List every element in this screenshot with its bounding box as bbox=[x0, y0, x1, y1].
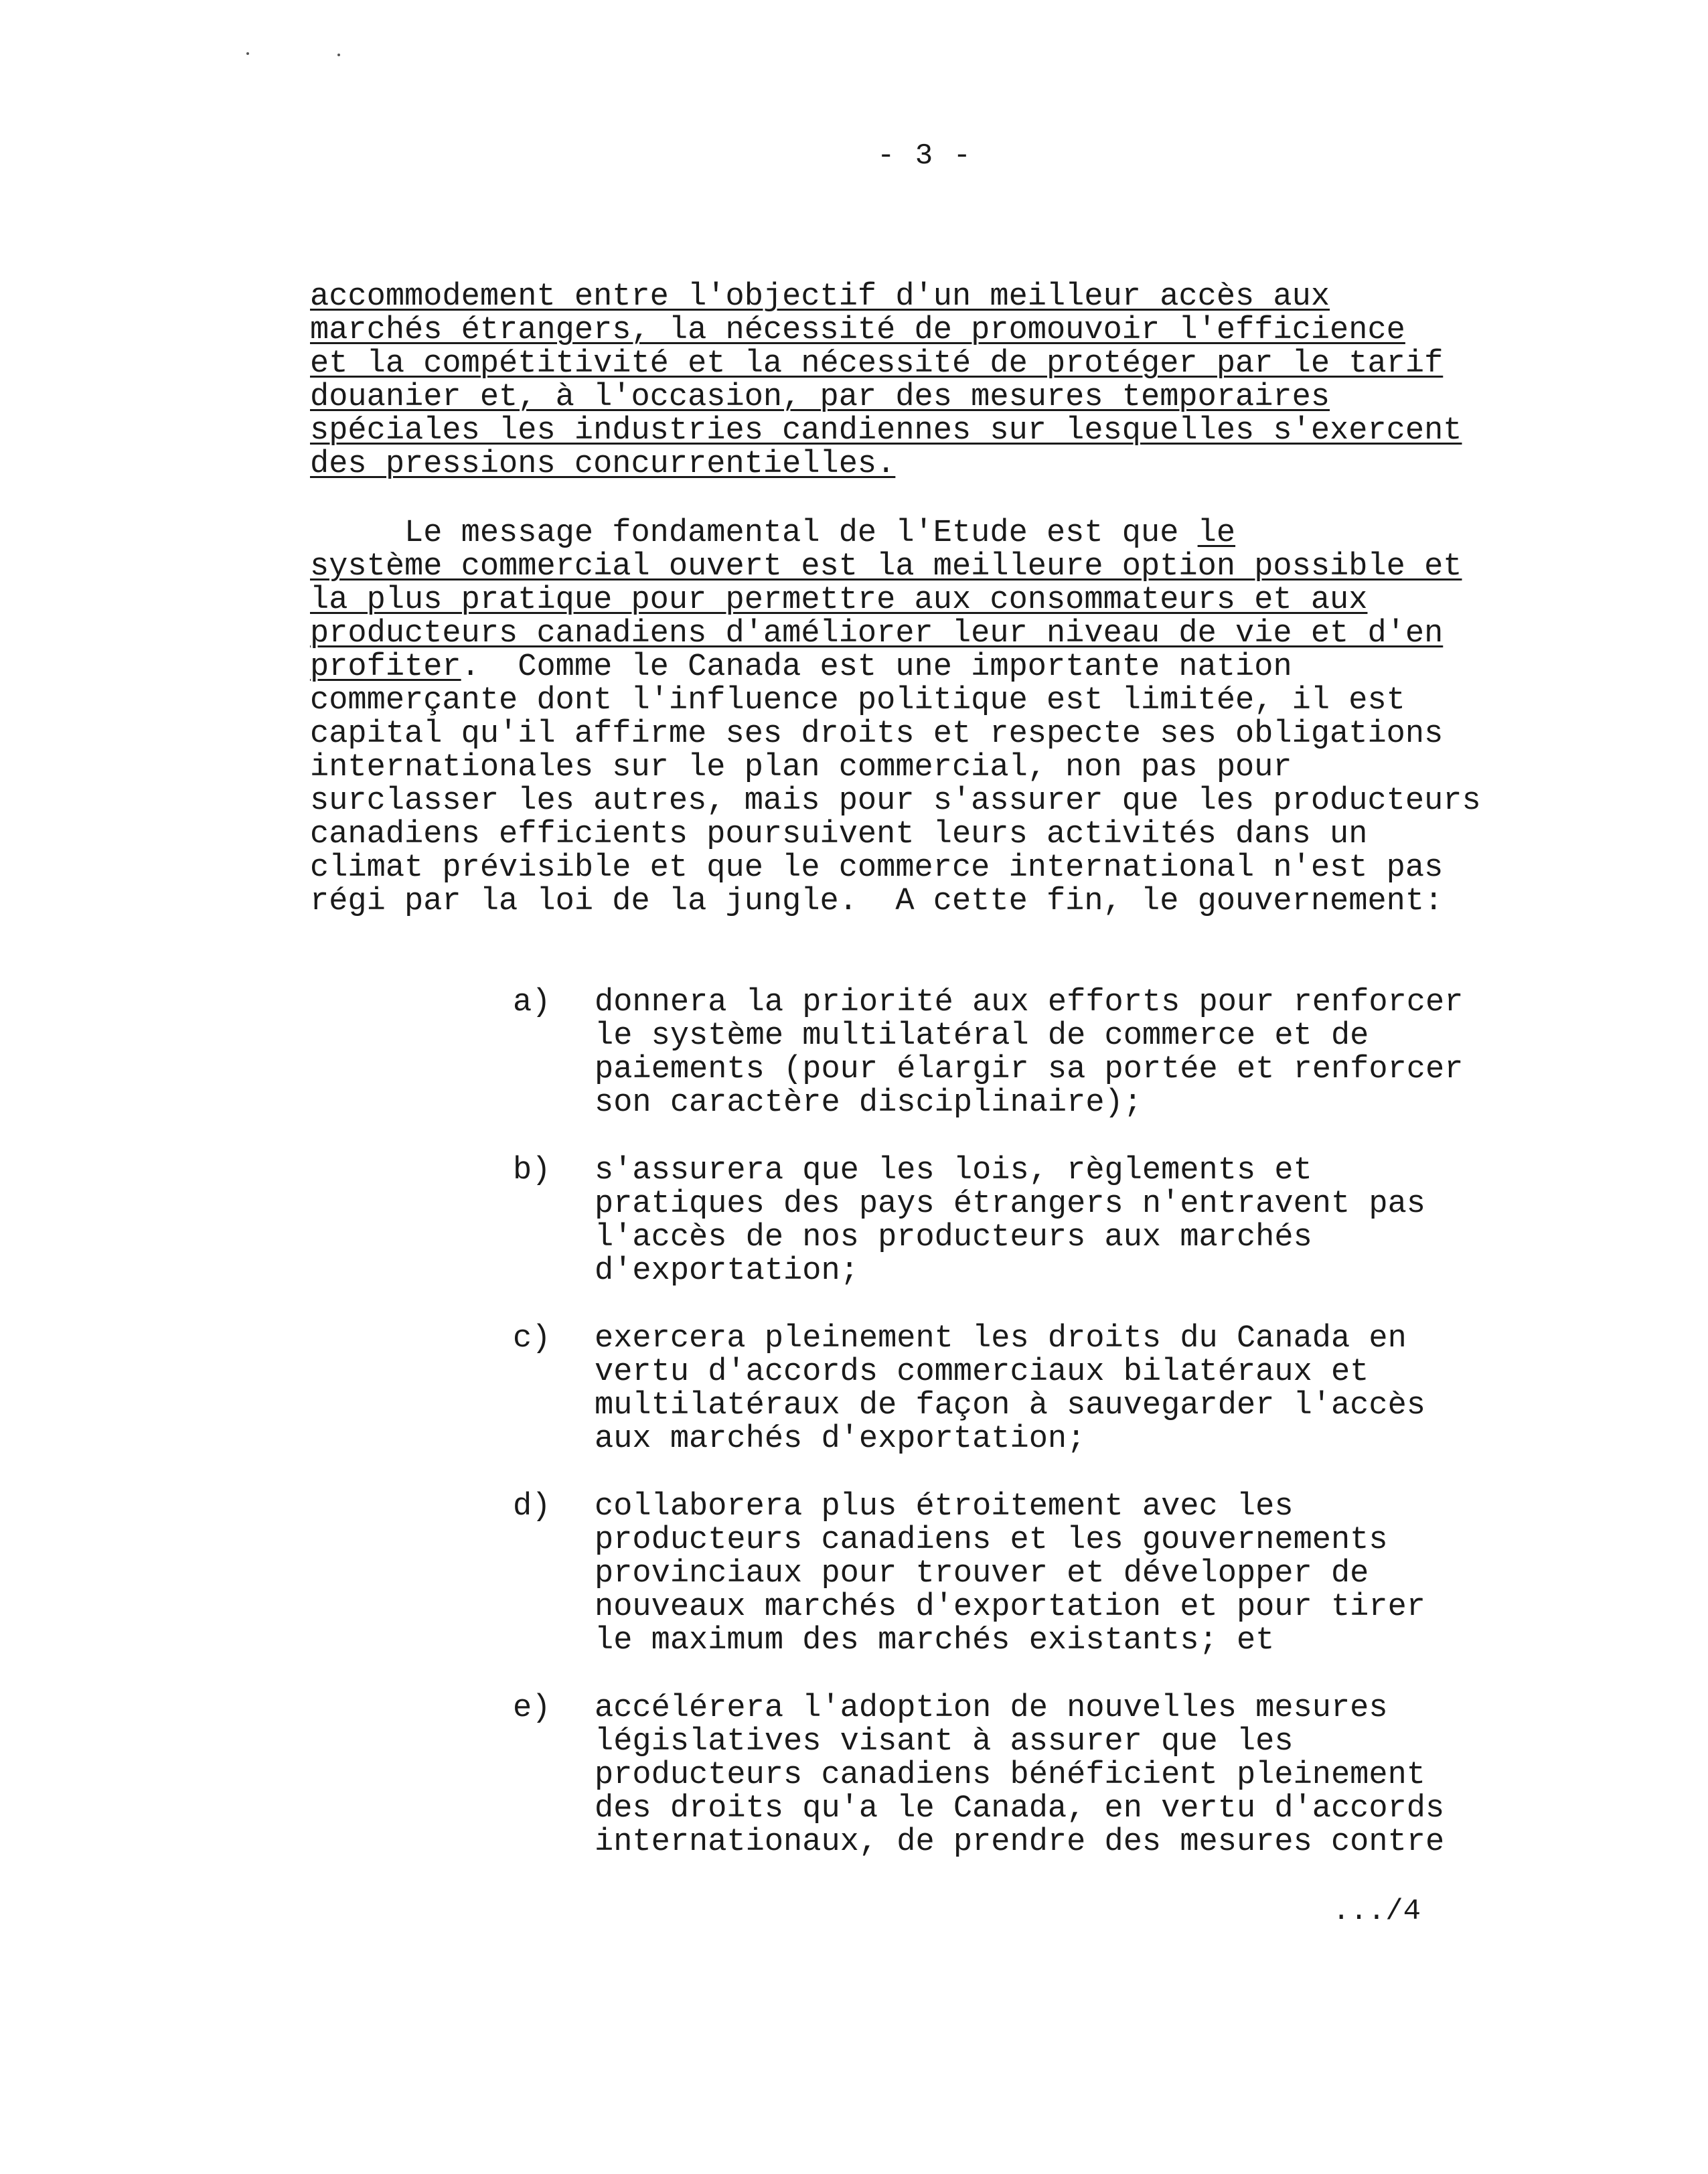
text-line: et la compétitivité et la nécessité de protéger par le tarif bbox=[310, 346, 1444, 382]
text-line: système commercial ouvert est la meilleure option possible et bbox=[310, 549, 1462, 585]
item-line: collaborera plus étroitement avec les bbox=[595, 1489, 1294, 1525]
item-line: vertu d'accords commerciaux bilatéraux et bbox=[595, 1354, 1369, 1390]
text-line: canadiens efficients poursuivent leurs activités dans un bbox=[310, 817, 1368, 852]
text-line bbox=[310, 651, 1292, 683]
item-line: producteurs canadiens bénéficient pleinement bbox=[595, 1758, 1426, 1793]
item-line: accélérera l'adoption de nouvelles mesures bbox=[595, 1691, 1388, 1726]
item-letter: a) bbox=[513, 985, 551, 1020]
item-line: donnera la priorité aux efforts pour renforcer bbox=[595, 985, 1464, 1020]
page-number: - 3 - bbox=[877, 139, 973, 173]
text-span: Le message fondamental de l'Etude est que bbox=[310, 516, 1198, 551]
item-line: des droits qu'a le Canada, en vertu d'accords bbox=[595, 1791, 1445, 1827]
item-line: producteurs canadiens et les gouvernements bbox=[595, 1523, 1388, 1558]
text-line: des pressions concurrentielles. bbox=[310, 447, 896, 482]
underlined-span: le bbox=[1197, 516, 1236, 551]
text-line: climat prévisible et que le commerce international n'est pas bbox=[310, 850, 1444, 886]
text-line: la plus pratique pour permettre aux consommateurs et aux bbox=[310, 583, 1368, 618]
underlined-span: profiter bbox=[310, 649, 461, 685]
text-line: internationales sur le plan commercial, non pas pour bbox=[310, 750, 1292, 785]
item-letter: b) bbox=[513, 1153, 551, 1188]
text-line: régi par la loi de la jungle. A cette fin, le gouvernement: bbox=[310, 884, 1444, 919]
text-line: producteurs canadiens d'améliorer leur niveau de vie et d'en bbox=[310, 616, 1444, 651]
text-line bbox=[310, 518, 1235, 549]
item-line: aux marchés d'exportation; bbox=[595, 1421, 1086, 1457]
text-line: douanier et, à l'occasion, par des mesures temporaires bbox=[310, 380, 1330, 415]
text-span: . Comme le Canada est une importante nation bbox=[461, 649, 1292, 685]
text-line: accommodement entre l'objectif d'un meilleur accès aux bbox=[310, 279, 1330, 315]
item-line: législatives visant à assurer que les bbox=[595, 1724, 1294, 1760]
item-line: s'assurera que les lois, règlements et bbox=[595, 1153, 1312, 1188]
text-line: capital qu'il affirme ses droits et respecte ses obligations bbox=[310, 716, 1444, 752]
scan-speck bbox=[246, 52, 249, 55]
item-line: exercera pleinement les droits du Canada en bbox=[595, 1321, 1407, 1356]
item-line: paiements (pour élargir sa portée et renforcer bbox=[595, 1052, 1464, 1087]
item-line: d'exportation; bbox=[595, 1253, 859, 1289]
item-line: internationaux, de prendre des mesures contre bbox=[595, 1824, 1445, 1860]
item-letter: d) bbox=[513, 1489, 551, 1525]
text-line: marchés étrangers, la nécessité de promouvoir l'efficience bbox=[310, 313, 1405, 348]
continuation-marker: .../4 bbox=[1332, 1895, 1421, 1928]
item-line: pratiques des pays étrangers n'entravent pas bbox=[595, 1186, 1426, 1222]
item-line: son caractère disciplinaire); bbox=[595, 1085, 1142, 1121]
text-line: surclasser les autres, mais pour s'assurer que les producteurs bbox=[310, 783, 1481, 819]
item-line: l'accès de nos producteurs aux marchés bbox=[595, 1220, 1312, 1255]
text-line: commerçante dont l'influence politique est limitée, il est bbox=[310, 683, 1405, 718]
item-letter: c) bbox=[513, 1321, 551, 1356]
item-line: le maximum des marchés existants; et bbox=[595, 1623, 1275, 1658]
item-letter: e) bbox=[513, 1691, 551, 1726]
item-line: nouveaux marchés d'exportation et pour tirer bbox=[595, 1589, 1426, 1625]
item-line: multilatéraux de façon à sauvegarder l'accès bbox=[595, 1388, 1426, 1423]
item-line: le système multilatéral de commerce et de bbox=[595, 1018, 1369, 1054]
text-line: spéciales les industries candiennes sur lesquelles s'exercent bbox=[310, 413, 1462, 449]
scan-speck bbox=[337, 54, 340, 56]
item-line: provinciaux pour trouver et développer de bbox=[595, 1556, 1369, 1591]
